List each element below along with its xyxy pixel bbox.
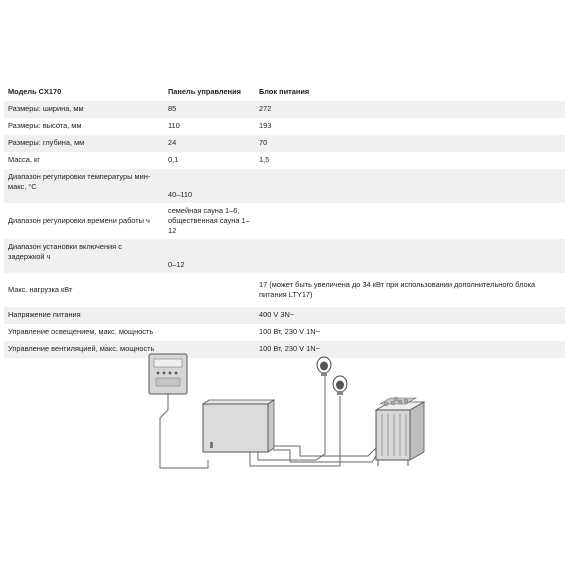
row-label: Управление освещением, макс. мощность xyxy=(4,324,164,341)
table-row xyxy=(4,152,565,169)
row-label: Диапазон регулировки времени работы ч xyxy=(4,203,164,239)
control-panel-value: 40–110 xyxy=(164,169,255,203)
power-unit-value: 400 V 3N~ xyxy=(255,307,565,324)
table-row xyxy=(4,169,565,203)
specifications-table xyxy=(4,82,565,358)
control-panel-value: 0–12 xyxy=(164,239,255,273)
panel-cable xyxy=(160,394,208,468)
row-label: Размеры: высота, мм xyxy=(4,118,164,135)
control-panel-value xyxy=(164,324,255,341)
power-unit-value xyxy=(255,169,565,203)
table-row xyxy=(4,203,565,239)
control-panel-value: 110 xyxy=(164,118,255,135)
table-row xyxy=(4,118,565,135)
row-label: Управление вентиляцией, макс. мощность xyxy=(4,341,164,358)
control-panel-value: 24 xyxy=(164,135,255,152)
power-unit-value: 100 Вт, 230 V 1N~ xyxy=(255,341,565,358)
row-label: Размеры: глубина, мм xyxy=(4,135,164,152)
row-label: Диапазон регулировки температуры мин-макс, °C xyxy=(4,169,164,203)
power-unit xyxy=(203,400,274,452)
row-label: Масса, кг xyxy=(4,152,164,169)
row-label: Напряжение питания xyxy=(4,307,164,324)
control-panel-value xyxy=(164,307,255,324)
sauna-heater xyxy=(376,397,424,466)
header-model: Модель CX170 xyxy=(4,82,164,101)
table-row xyxy=(4,307,565,324)
power-unit-value: 70 xyxy=(255,135,565,152)
table-row xyxy=(4,324,565,341)
row-label: Размеры: ширина, мм xyxy=(4,101,164,118)
power-unit-value: 272 xyxy=(255,101,565,118)
power-unit-value xyxy=(255,203,565,239)
power-unit-value: 1,5 xyxy=(255,152,565,169)
power-unit-value: 193 xyxy=(255,118,565,135)
lamp-icon xyxy=(317,357,331,376)
table-header-row xyxy=(4,82,565,101)
table-row xyxy=(4,239,565,273)
control-panel-value: 85 xyxy=(164,101,255,118)
wiring-diagram xyxy=(140,348,440,488)
table-row xyxy=(4,273,565,307)
row-label: Диапазон установки включения с задержкой ч xyxy=(4,239,164,273)
row-label: Макс. нагрузка кВт xyxy=(4,273,164,307)
table-row xyxy=(4,135,565,152)
control-panel-value: 0,1 xyxy=(164,152,255,169)
header-control-panel: Панель управления xyxy=(164,82,255,101)
control-panel-value: семейная сауна 1–6, общественная сауна 1–12 xyxy=(164,203,255,239)
control-panel-value xyxy=(164,273,255,307)
fan-icon xyxy=(333,376,347,395)
control-panel xyxy=(149,354,187,394)
power-unit-value: 100 Вт, 230 V 1N~ xyxy=(255,324,565,341)
power-unit-value: 17 (может быть увеличена до 34 кВт при использовании дополнительного блока питания LTY17) xyxy=(255,273,565,307)
power-unit-value xyxy=(255,239,565,273)
header-power-unit: Блок питания xyxy=(255,82,565,101)
table-row xyxy=(4,101,565,118)
